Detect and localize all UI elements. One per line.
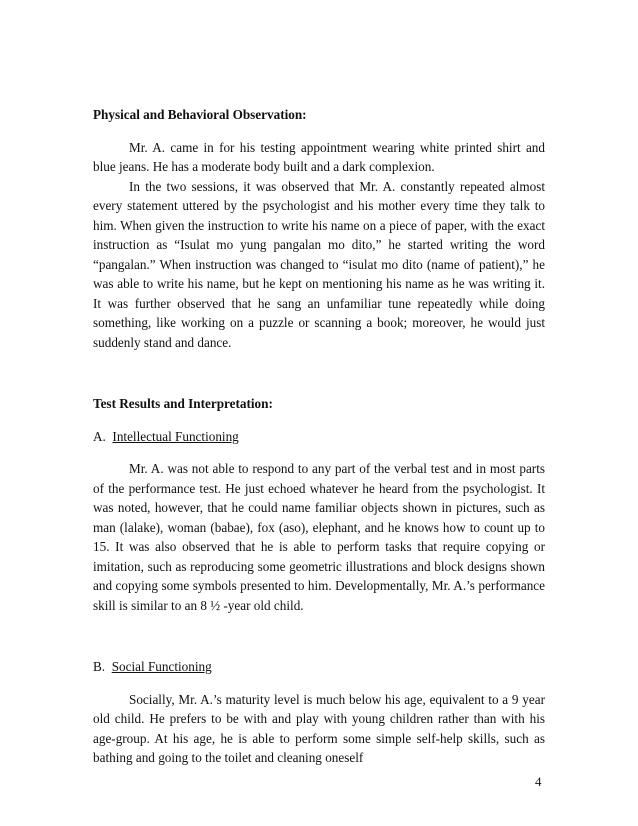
spacer xyxy=(93,414,545,427)
document-page xyxy=(93,105,545,768)
paragraph-behavior: In the two sessions, it was observed that Mr. A. constantly repeated almost every statement uttered by the psychologist and his mother every time they talk to him. When given the instruction to write his name on a piece of paper, with the exact instruction as “Isulat mo yung pangalan mo dito,” he started writing the word “pangalan.” When instruction was changed to “isulat mo dito (name of patient),” he was able to write his name, but he kept on mentioning his name as he was writing it. It was further observed that he sang an unfamiliar tune repeatedly while doing something, like working on a puzzle or scanning a book; moreover, he would just suddenly stand and dance. xyxy=(93,178,545,350)
subsection-prefix: A. xyxy=(93,428,106,444)
spacer xyxy=(93,615,545,657)
page-number: 4 xyxy=(535,774,542,789)
spacer xyxy=(93,352,545,394)
paragraph-intellectual: Mr. A. was not able to respond to any part of the verbal test and in most parts of the performance test. He just echoed whatever he heard from the psychologist. It was noted, however, that he could name familiar objects shown in pictures, such as man (lalake), woman (babae), fox (aso), elephant, and he knows how to count up to 15. It was also observed that he is able to perform tasks that require copying or imitation, such as reproducing some geometric illustrations and block designs shown and copying some symbols presented to him. Developmentally, Mr. A.’s performance skill is similar to an 8 ½ -year old child. xyxy=(93,461,545,613)
spacer xyxy=(93,125,545,138)
paragraph-appearance: Mr. A. came in for his testing appointment wearing white printed shirt and blue jeans. He has a moderate body built and a dark complexion. xyxy=(93,139,545,174)
subsection-title: Social Functioning xyxy=(111,659,212,674)
subsection-prefix: B. xyxy=(93,659,106,674)
section-heading-physical: Physical and Behavioral Observation: xyxy=(93,107,307,122)
subsection-title: Intellectual Functioning xyxy=(112,428,239,444)
subsection-heading-intellectual xyxy=(93,427,545,447)
spacer xyxy=(93,446,545,459)
subsection-heading-social xyxy=(93,657,545,677)
paragraph-social: Socially, Mr. A.’s maturity level is much below his age, equivalent to a 9 year old child. He prefers to be with and play with young children rather than with his age-group. At his age, he is able to perform some simple self-help skills, such as bathing and going to the toilet and cleaning oneself xyxy=(93,691,545,765)
spacer xyxy=(93,677,545,690)
section-heading-results: Test Results and Interpretation: xyxy=(93,396,273,411)
